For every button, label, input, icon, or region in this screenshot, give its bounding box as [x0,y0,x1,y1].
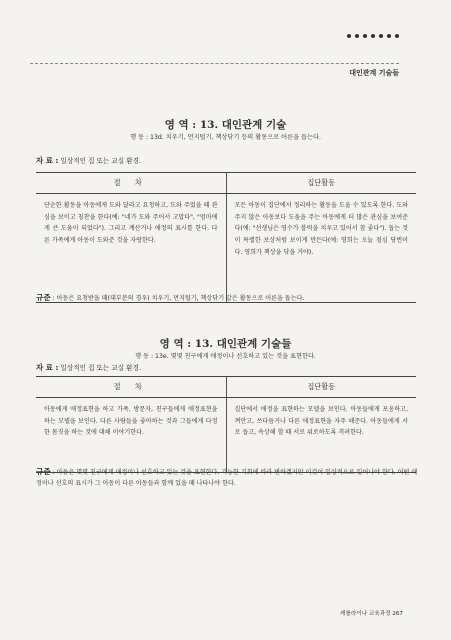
section-2-behavior: 행 동 : 13e. 몇몇 친구에게 애정이나 선호하고 있는 것을 표현한다. [135,353,316,360]
procedure-text: 아동에게 애정표현을 하고 가족, 방문자, 친구들에게 애정표현을 하는 모델을 보인다. 다른 사람들을 좋아하는 것과 그들에게 다정한 몸짓을 하는 것에 대해 이야기한다. [36,398,226,473]
group-activity-text: 집단에서 애정을 표현하는 모델을 보인다. 아동들에게 포옹하고, 껴안고, 쓰다듬거나 다른 애정표현을 자주 해준다. 아동들에게 서로 돕고, 속상해 할 때 서로 위로하도록 격려한다. [226,398,416,473]
footer-book-title: 캐롤라이나 교육과정 [340,611,391,617]
header-dots [347,34,399,38]
section-1-material [36,155,141,166]
running-header: 대인관계 기술들 [349,69,399,77]
section-1-behavior: 행 동 : 13d. 치우기, 먼지털기, 책상닦기 등의 활동으로 어른을 돕는다. [130,134,321,141]
section-2-table [36,376,416,473]
procedure-text: 단순한 활동을 아동에게 도와 달라고 요청하고, 도와 주었을 때 관심을 보이고 칭찬을 한다(예: "네가 도와 주어서 고맙다", "엄마에게 큰 도움이 되었다"). 그리고 계산거나 애정의 표시를 한다. 다른 가족에게 아동이 도와준 것을 자랑한다. [36,194,226,303]
group-activity-header: 집단활동 [226,377,416,398]
material-text: 일상적인 집 또는 교실 환경. [60,157,142,165]
header-rule [30,63,399,64]
group-activity-header: 집단활동 [226,173,416,194]
section-2-title: 영 역 : 13. 대인관계 기술들 [159,338,292,350]
material-text: 일상적인 집 또는 교실 환경. [60,364,142,372]
section-2-material [36,362,141,373]
section-1-title: 영 역 : 13. 대인관계 기술 [164,119,287,131]
page-number: 267 [392,611,403,617]
criterion-text: : 아동은 몇몇 친구에게 애정이나 선호하고 있는 것을 표현한다. 기능한 기회에 따라 변하겠지만 이것이 일상적으로 일어나야 한다. 어떤 애정이나 선호의 표시가 그 아동이 다른 아동들과 함께 있을 때 나타나야 한다. [36,469,418,487]
material-label: 자 료 : [36,156,59,165]
group-activity-text: 모든 아동이 집단에서 정리하는 활동을 도울 수 있도록 한다. 도와주지 않은 아동보다 도움을 주는 아동에게 더 많은 관심을 보여준다(예: "선생님은 영수가 블럭을 치우고 있어서 참 좋다"). 돕는 것이 특별한 보상처럼 보이게 만든다(예: 영희는 오늘 점심 당번이다. 영희가 책상을 닦을 거야). [226,194,416,303]
page-footer [340,609,403,617]
procedure-header: 절 차 [36,173,226,194]
criterion-label: 규준 [36,293,51,302]
material-label: 자 료 : [36,363,59,372]
criterion-text: : 아동은 요청받을 때(대부분의 경우) 치우기, 먼지털기, 책상닦기 같은 활동으로 어른을 돕는다. [52,295,305,302]
section-1-criterion [36,292,421,304]
section-2-criterion [36,466,421,489]
procedure-header: 절 차 [36,377,226,398]
criterion-label: 규준 [36,467,51,476]
section-1-table [36,172,416,303]
